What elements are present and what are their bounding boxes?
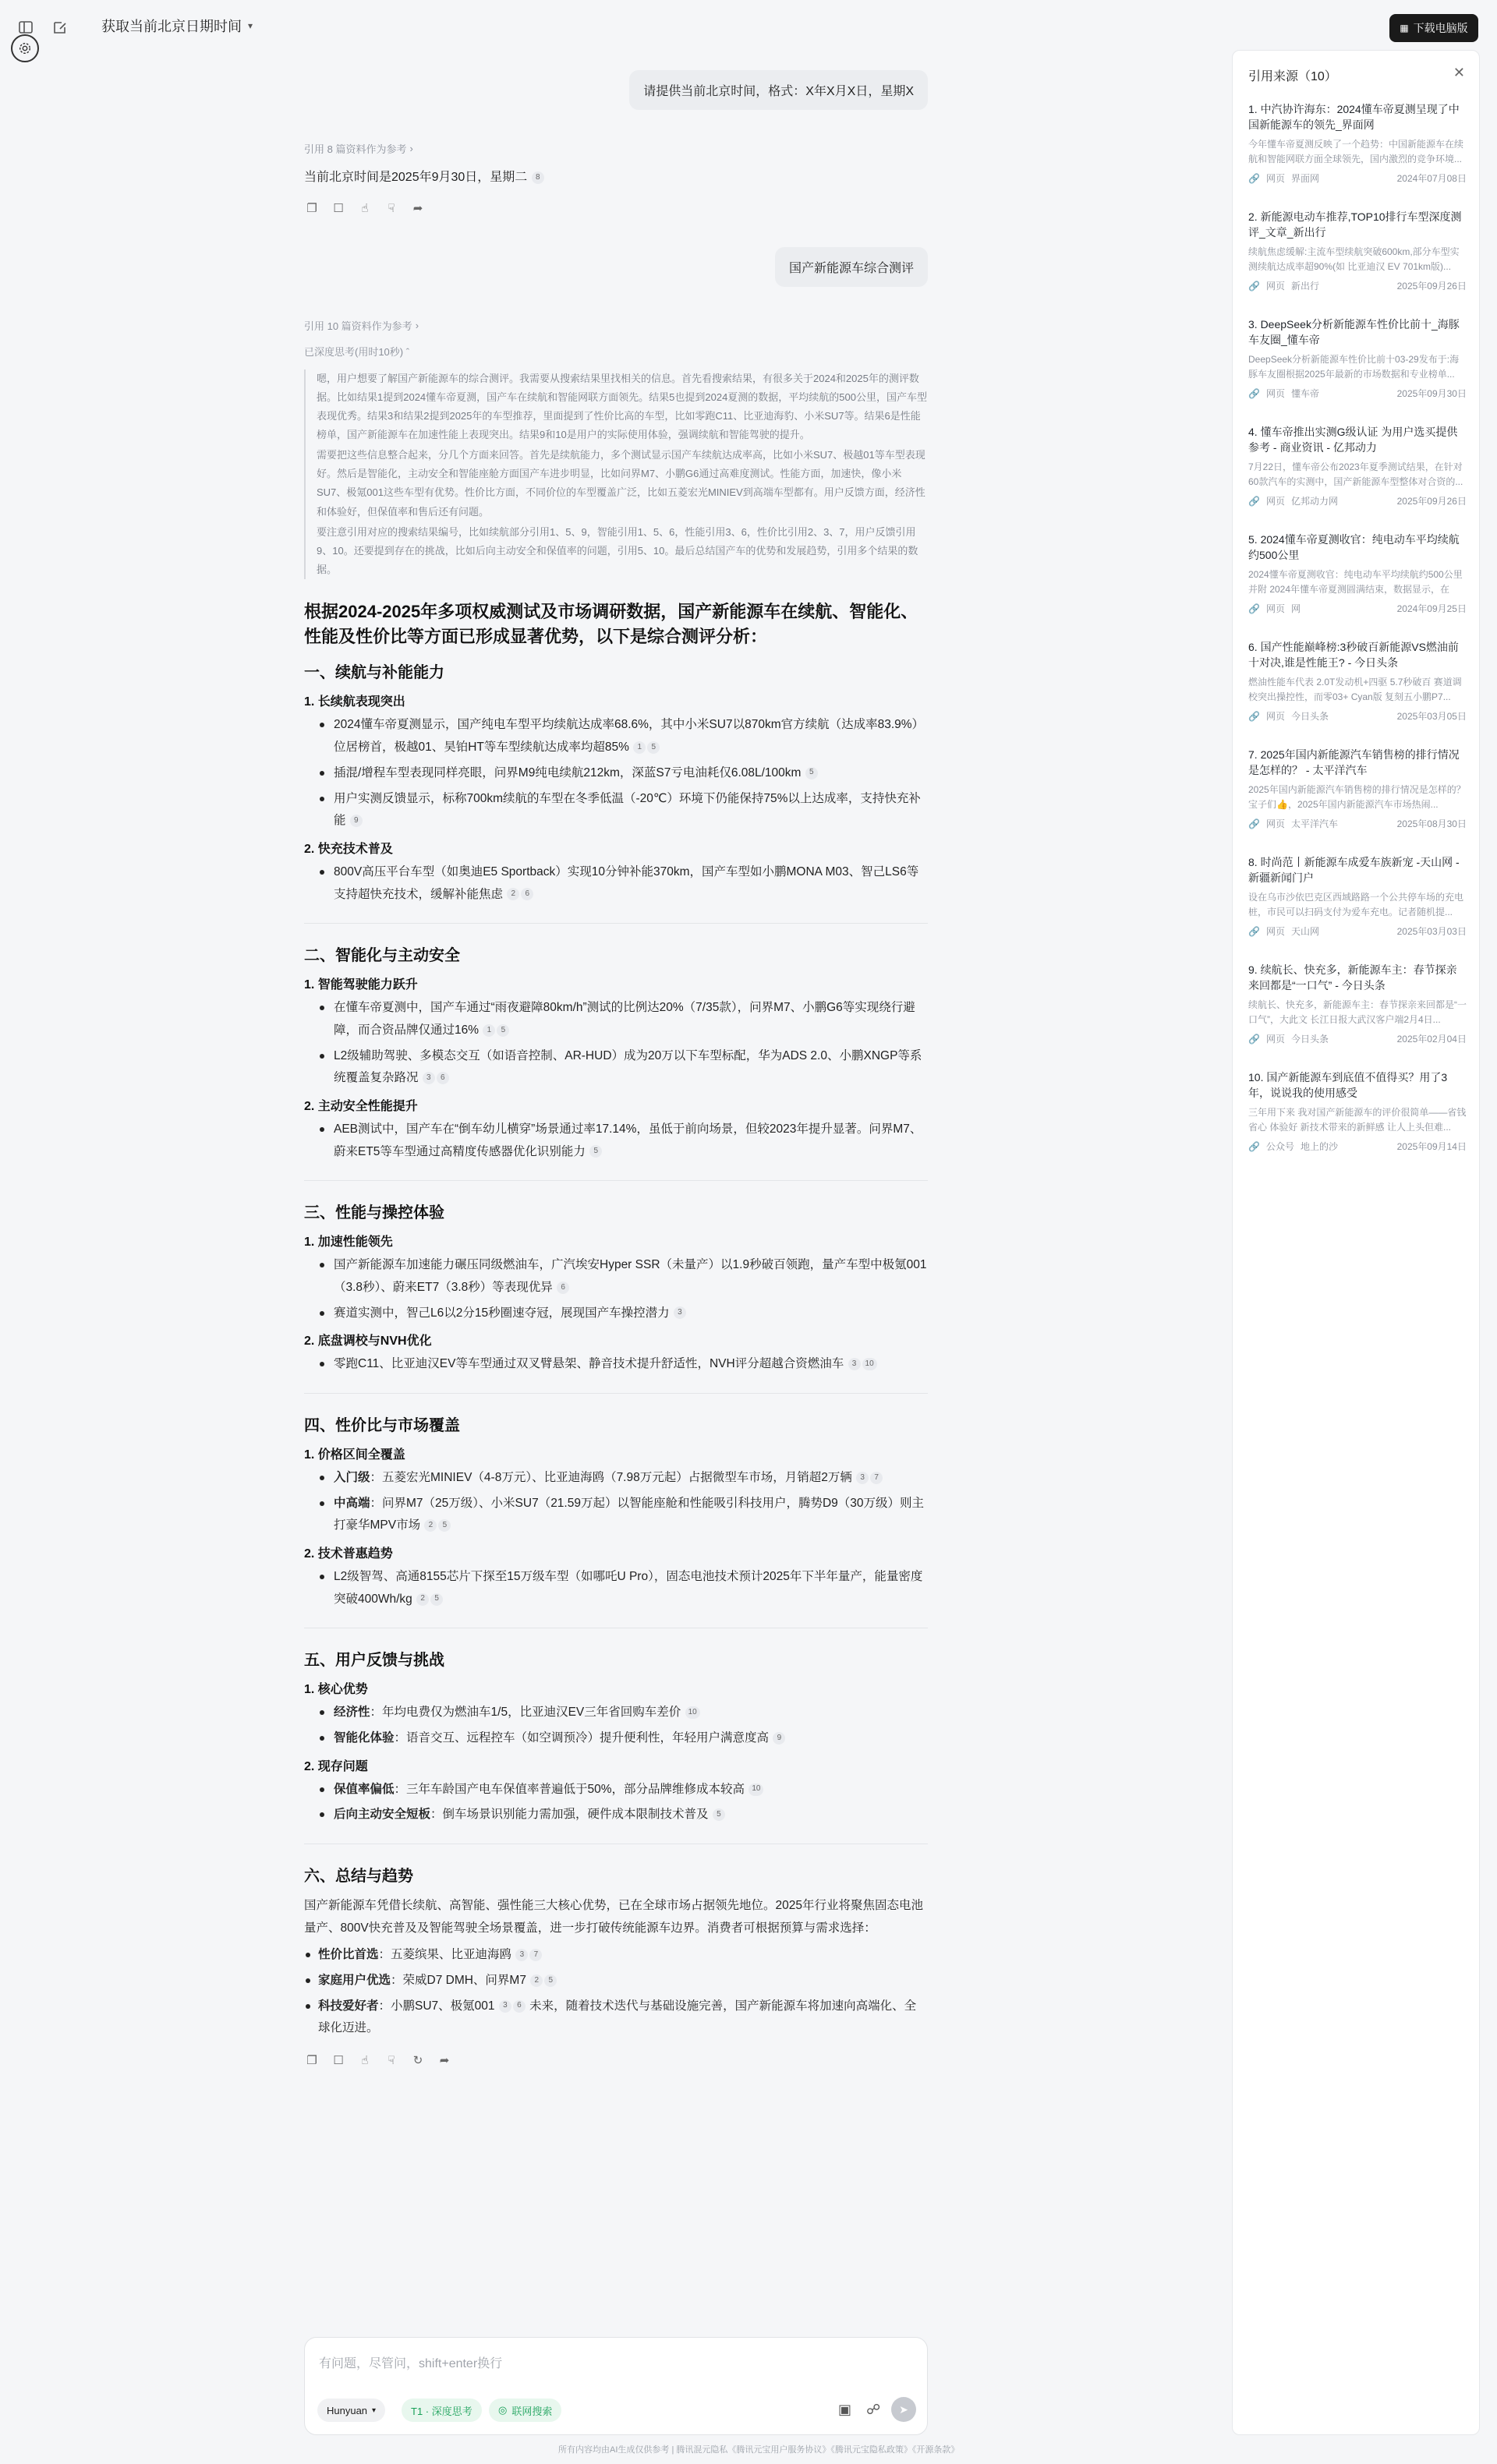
source-item[interactable] [1248,210,1467,292]
list-item [304,1467,928,1490]
citation-badge[interactable]: 6 [521,888,533,900]
list-item [304,788,928,833]
list-item-key: 经济性 [334,1706,370,1720]
download-desktop-label: 下载电脑版 [1413,22,1468,34]
source-snippet: 7月22日，懂车帝公布2023年夏季测试结果，在针对60款汽车的实测中，国产新能源车型整体对合资的... [1248,461,1463,487]
list-item [304,1254,928,1299]
list-item [304,1353,928,1376]
list-item-text: L2级智驾、高通8155芯片下探至15万级车型（如哪吒U Pro），固态电池技术预计2025年下半年量产，能量密度突破400Wh/kg [334,1569,923,1606]
user-message-row [304,70,928,110]
citation-badge[interactable]: 6 [557,1281,569,1294]
citation-badge[interactable]: 10 [685,1706,700,1719]
source-meta [1248,709,1467,723]
source-snippet: 设在乌市沙依巴克区西域路路一个公共停车场的充电桩，市民可以扫码支付为爱车充电。记者随机提... [1248,892,1464,917]
source-site: 今日头条 [1290,711,1329,723]
globe-icon: ◎ [498,2404,508,2416]
chevron-up-icon: ˆ [405,346,410,359]
source-site: 太平洋汽车 [1290,818,1338,830]
user-message-row [304,247,928,287]
list-item-text: ：小鹏SU7、极氪001 [378,1999,495,2013]
thumbs-down-icon[interactable]: ☟ [388,202,395,216]
bullet-list [304,861,928,906]
bullet-list [304,1702,928,1749]
source-type: 网页 [1265,926,1285,938]
source-date: 2024年07月08日 [1396,173,1467,185]
thumbs-up-icon[interactable]: ☝ [361,2053,369,2067]
thinking-process [304,369,928,579]
list-item [304,1779,928,1801]
source-item[interactable] [1248,640,1467,723]
bullet-list [304,714,928,832]
citation-badge[interactable]: 1 [633,741,646,754]
link-icon: 🔗 [1248,1033,1260,1045]
source-site: 界面网 [1290,173,1319,185]
citation-badge[interactable]: 8 [532,171,544,184]
citation-badge[interactable]: 5 [497,1024,509,1037]
list-item-text: 赛道实测中，智己L6以2分15秒圈速夺冠，展现国产车操控潜力 [334,1306,670,1320]
list-item [304,1119,928,1163]
share-icon[interactable]: ➦ [439,2053,450,2067]
list-item-text: 插混/增程车型表现同样亮眼，问界M9纯电续航212km，深蓝S7亏电油耗仅6.08L/100km [334,765,802,780]
new-chat-icon[interactable] [48,16,72,39]
source-meta [1248,924,1467,938]
list-item [304,1702,928,1724]
conversation-area [304,70,928,2099]
citation-badge[interactable]: 3 [848,1358,861,1370]
list-item-text: 2024懂车帝夏测显示，国产纯电车型平均续航达成率68.6%，其中小米SU7以870km官方续航（达成率83.9%）位居榜首，极越01、昊铂HT等车型续航达成率均超85% [334,718,925,755]
list-item-text: 在懂车帝夏测中，国产车通过“雨夜避障80km/h”测试的比例达20%（7/35款），问界M7、小鹏G6等实现绕行避障，而合资品牌仅通过16% [334,1001,915,1037]
list-item-key: 保值率偏低 [334,1782,395,1796]
conversation-title-text: 获取当前北京日期时间 [101,19,242,34]
source-item[interactable] [1248,855,1467,938]
chevron-down-icon: ▾ [372,2406,377,2415]
citation-badge[interactable]: 3 [423,1072,435,1084]
section-heading: 五、用户反馈与挑战 [304,1652,444,1670]
source-date: 2025年09月26日 [1396,496,1467,507]
source-title[interactable]: 4. 懂车帝推出实测G级认证 为用户选买提供参考 - 商业资讯 - 亿邦动力 [1248,426,1458,454]
list-item [304,1493,928,1537]
source-type: 网页 [1265,281,1285,292]
source-meta [1248,387,1467,400]
citation-badge[interactable]: 9 [773,1732,785,1745]
list-item [304,1303,928,1325]
subsection-heading: 1. 核心优势 [304,1683,368,1697]
conversation-title[interactable] [101,16,253,36]
source-meta [1248,1140,1467,1153]
model-selector[interactable] [317,2399,385,2422]
bullet-list [304,1944,928,2040]
source-date: 2024年09月25日 [1396,603,1467,615]
source-snippet: DeepSeek分析新能源车性价比前十03-29发布于:海豚车友圈根据2025年最新的市场数据和专业榜单... [1248,354,1460,380]
citation-badge[interactable]: 5 [589,1145,602,1158]
thinking-paragraph: 嗯，用户想要了解国产新能源车的综合测评。我需要从搜索结果里找相关的信息。首先看搜索结果，有很多关于2024和2025年的测评数据。比如结果1提到2024懂车帝夏测，国产车在续航和智能网联方面领先。结果5也提到2024夏测的数据，平均续航的500公里，国产车型表现优秀。结果3和结果2提到2025年的车型推荐，里面提到了性价比高的车型，比如零跑C11、比亚迪海豹、小米SU7等。结果6是性能榜单，国产新能源车在加速性能上表现突出。结果9和10是用户的实际使用体验，强调续航和智能驾驶的提升。 [317,373,927,441]
close-icon[interactable]: ✕ [1453,65,1465,80]
sources-heading: 引用来源（10） [1248,70,1337,83]
source-type: 网页 [1265,173,1285,185]
section-heading: 三、性能与操控体验 [304,1204,444,1222]
list-item-text: ：三年车龄国产电车保值率普遍低于50%，部分品牌维修成本较高 [394,1782,745,1796]
list-item-text: ：五菱缤果、比亚迪海鸥 [378,1948,512,1962]
list-item-text: 800V高压平台车型（如奥迪E5 Sportback）实现10分钟补能370km，国产车型如小鹏MONA M03、智己LS6等支持超快充技术，缓解补能焦虑 [334,864,919,901]
section-heading: 六、总结与趋势 [304,1867,413,1885]
file-upload-icon[interactable]: ☍ [866,2402,881,2417]
copy-icon[interactable]: ❐ [306,2053,317,2067]
answer-actions [304,200,928,216]
download-desktop-button[interactable] [1389,14,1478,42]
source-site: 新出行 [1290,281,1319,292]
subsection-heading: 1. 长续航表现突出 [304,695,405,709]
list-item-key: 智能化体验 [334,1730,395,1745]
section-heading: 一、续航与补能能力 [304,664,444,682]
list-item [304,1727,928,1750]
source-snippet: 续航长、快充多，新能源车主：春节探亲来回都是“一口气”，大此文 长江日报大武汉客户端2月4日... [1248,999,1467,1025]
citation-badge[interactable]: 5 [544,1974,557,1987]
source-title[interactable]: 8. 时尚范丨新能源车成爱车族新宠 -天山网 - 新疆新闻门户 [1248,856,1460,884]
list-item [304,762,928,785]
thumbs-down-icon[interactable]: ☟ [388,2053,395,2067]
link-icon: 🔗 [1248,1140,1260,1152]
thinking-paragraph: 需要把这些信息整合起来，分几个方面来回答。首先是续航能力，多个测试显示国产车续航达成率高，比如小米SU7、极越01等车型表现好。然后是智能化，主动安全和智能座舱方面国产车进步明显，比如问界M7、小鹏G6通过高难度测试。性能方面，加速快，像小米SU7、极氪001这些车型有优势。性价比方面，不同价位的车型覆盖广泛，比如五菱宏光MINIEV到高端车型都有。用户反馈方面，经济性和体验好，但保值率和售后还有问题。 [317,449,925,518]
source-date: 2025年03月03日 [1396,926,1467,938]
list-item [304,1045,928,1090]
source-site: 今日头条 [1290,1034,1329,1045]
chat-input-box[interactable] [304,2337,928,2435]
chat-input-placeholder[interactable]: 有问题，尽管问，shift+enter换行 [319,2357,503,2370]
citation-badge[interactable]: 5 [430,1593,443,1606]
source-date: 2025年03月05日 [1396,711,1467,723]
source-item[interactable] [1248,748,1467,830]
chevron-right-icon: › [415,320,419,332]
image-upload-icon[interactable]: ▣ [838,2402,852,2417]
list-item-text: 国产新能源车加速能力碾压同级燃油车，广汽埃安Hyper SSR（未量产）以1.9秒破百领跑，量产车型中极氪001（3.8秒）、蔚来ET7（3.8秒）等表现优异 [334,1258,927,1294]
citation-badge[interactable]: 7 [870,1472,883,1484]
list-item [304,1996,928,2040]
link-icon: 🔗 [1248,172,1260,184]
source-snippet: 续航焦虑缓解:主流车型续航突破600km,部分车型实测续航达成率超90%(如 比亚迪汉 EV 701km版)... [1248,246,1460,272]
share-icon[interactable]: ➦ [412,202,423,216]
section-divider [304,923,928,924]
link-icon: 🔗 [1248,280,1260,292]
answer-text: 当前北京时间是2025年9月30日，星期二 [304,171,528,184]
bullet-list [304,1566,928,1610]
citation-badge[interactable]: 5 [713,1808,725,1821]
citation-link-text: 引用 10 篇资料作为参考 [304,320,412,333]
thumbs-up-icon[interactable]: ☝ [361,202,369,216]
list-item-text: ：倒车场景识别能力需加强，硬件成本限制技术普及 [430,1808,709,1822]
send-button[interactable]: ➤ [891,2397,916,2422]
source-site: 天山网 [1290,926,1319,938]
list-item-text: L2级辅助驾驶、多模态交互（如语音控制、AR-HUD）成为20万以下车型标配，华为ADS 2.0、小鹏XNGP等系统覆盖复杂路况 [334,1048,922,1085]
list-item-key: 后向主动安全短板 [334,1808,431,1822]
list-item [304,714,928,758]
deep-thinking-toggle[interactable] [304,344,928,359]
source-snippet: 三年用下来 我对国产新能源车的评价很简单——省钱省心 体验好 新技术带来的新鲜感 让人上头但难... [1248,1107,1467,1133]
bullet-list [304,1467,928,1537]
source-title[interactable]: 3. DeepSeek分析新能源车性价比前十_海豚车友圈_懂车帝 [1248,318,1460,346]
subsection-heading: 1. 智能驾驶能力跃升 [304,978,418,992]
citation-badge[interactable]: 5 [438,1519,451,1532]
citation-badge[interactable]: 3 [856,1472,869,1484]
list-item-text: ：语音交互、远程控车（如空调预冷）提升便利性，年轻用户满意度高 [394,1730,770,1745]
bookmark-icon[interactable]: ☐ [333,2053,344,2067]
answer-actions [304,2052,928,2068]
chevron-right-icon: › [409,143,413,154]
citation-badge[interactable]: 6 [513,2000,526,2013]
bullet-list [304,1254,928,1324]
source-site: 懂车帝 [1290,388,1319,400]
web-search-label: 联网搜索 [511,2405,553,2417]
list-item-text: 用户实测反馈显示，标称700km续航的车型在冬季低温（-20℃）环境下仍能保持75%以上达成率，支持快充补能 [334,791,921,828]
list-item-text: ：年均电费仅为燃油车1/5，比亚迪汉EV三年省回购车差价 [370,1706,681,1720]
citation-badge[interactable]: 5 [647,741,660,754]
citation-badge[interactable]: 1 [483,1024,495,1037]
source-item[interactable] [1248,1070,1467,1153]
source-title[interactable]: 1. 中汽协许海东：2024懂车帝夏测呈现了中国新能源车的领先_界面网 [1248,103,1460,131]
section-divider [304,1393,928,1394]
model-selector-label: Hunyuan [327,2404,368,2416]
link-icon: 🔗 [1248,710,1260,722]
assistant-answer [304,167,928,188]
list-item-key: 中高端 [334,1496,370,1510]
source-type: 网页 [1265,818,1285,830]
deep-think-toggle[interactable]: T1 · 深度思考 [402,2399,482,2422]
source-meta [1248,279,1467,292]
link-icon: 🔗 [1248,818,1260,829]
list-item-key: 家庭用户优选 [318,1973,391,1987]
link-icon: 🔗 [1248,495,1260,507]
subsection-heading: 1. 加速性能领先 [304,1236,393,1250]
chevron-down-icon: ▾ [248,20,253,31]
user-message: 国产新能源车综合测评 [775,247,928,287]
subsection-heading: 2. 技术普惠趋势 [304,1547,393,1561]
section-heading: 二、智能化与主动安全 [304,947,460,965]
windows-icon: ▦ [1400,23,1409,34]
sources-panel [1232,50,1480,2435]
citation-badge[interactable]: 6 [437,1072,449,1084]
source-type: 网页 [1265,496,1285,507]
bullet-list [304,1779,928,1826]
source-meta [1248,171,1467,185]
source-date: 2025年02月04日 [1396,1034,1467,1045]
list-item [304,1804,928,1826]
top-bar [0,0,1497,55]
bullet-list [304,1353,928,1376]
source-snippet: 燃油性能车代表 2.0T发动机+四驱 5.7秒破百 赛道调校突出操控性，而零03+ Cyan版 复刻五小鹏P7... [1248,677,1462,702]
deep-thinking-label: 已深度思考(用时10秒) [304,346,404,359]
source-date: 2025年09月14日 [1396,1141,1467,1153]
source-site: 地上的沙 [1300,1141,1338,1153]
citation-badge[interactable]: 2 [416,1593,429,1606]
list-item [304,1970,928,1992]
citation-badge[interactable]: 3 [674,1306,686,1319]
subsection-heading: 1. 价格区间全覆盖 [304,1448,405,1462]
list-item-text: ：问界M7（25万级）、小米SU7（21.59万起）以智能座舱和性能吸引科技用户，腾势D9（30万级）则主打豪华MPV市场 [334,1496,925,1532]
bookmark-icon[interactable]: ☐ [333,202,344,216]
citation-link[interactable] [304,318,928,333]
link-icon: 🔗 [1248,603,1260,614]
source-snippet: 今年懂车帝夏测反映了一个趋势：中国新能源车在续航和智能网联方面全球领先，国内激烈的竞争环境... [1248,139,1464,164]
citation-link-text: 引用 8 篇资料作为参考 [304,143,407,155]
subsection-heading: 2. 现存问题 [304,1759,368,1773]
source-title[interactable]: 7. 2025年国内新能源汽车销售榜的排行情况是怎样的？ - 太平洋汽车 [1248,748,1460,776]
summary-paragraph: 国产新能源车凭借长续航、高智能、强性能三大核心优势，已在全球市场占据领先地位。2025年行业将聚焦固态电池量产、800V快充普及及智能驾驶全场景覆盖，进一步打破传统能源车边界。消费者可根据预算与需求选择： [304,1898,923,1935]
source-type: 公众号 [1265,1141,1294,1153]
subsection-heading: 2. 主动安全性能提升 [304,1099,418,1113]
source-date: 2025年09月26日 [1396,281,1467,292]
list-item [304,997,928,1041]
subsection-heading: 2. 底盘调校与NVH优化 [304,1335,432,1349]
user-message: 请提供当前北京时间，格式：X年X月X日，星期X [629,70,928,110]
source-snippet: 2024懂车帝夏测收官：纯电动车平均续航约500公里并附 2024年懂车帝夏测圆满结束，数据显示，在 [1248,569,1463,595]
source-meta [1248,1032,1467,1045]
source-type: 网页 [1265,711,1285,723]
citation-badge[interactable]: 9 [350,815,363,827]
source-type: 网页 [1265,1034,1285,1045]
list-item-key: 科技爱好者 [318,1999,379,2013]
source-date: 2025年08月30日 [1396,818,1467,830]
subsection-heading: 2. 快充技术普及 [304,842,393,856]
source-title[interactable]: 2. 新能源电动车推荐,TOP10排行车型深度测评_文章_新出行 [1248,210,1462,239]
source-type: 网页 [1265,603,1285,615]
citation-link[interactable] [304,141,928,156]
source-item[interactable] [1248,963,1467,1045]
copy-icon[interactable]: ❐ [306,202,317,216]
bullet-list [304,1119,928,1163]
source-item[interactable] [1248,425,1467,507]
source-item[interactable] [1248,317,1467,400]
link-icon: 🔗 [1248,925,1260,937]
source-date: 2025年09月30日 [1396,388,1467,400]
citation-badge[interactable]: 3 [515,1949,528,1961]
source-item[interactable] [1248,102,1467,185]
citation-badge[interactable]: 2 [507,888,519,900]
source-item[interactable] [1248,532,1467,615]
list-item-text: 零跑C11、比亚迪汉EV等车型通过双叉臂悬架、静音技术提升舒适性，NVH评分超越合资燃油车 [334,1357,844,1371]
report-title: 根据2024-2025年多项权威测试及市场调研数据，国产新能源车在续航、智能化、性能及性价比等方面已形成显著优势，以下是综合测评分析： [304,601,918,646]
citation-badge[interactable]: 5 [805,767,818,780]
source-title[interactable]: 9. 续航长、快充多，新能源车主：春节探亲来回都是“一口气” - 今日头条 [1248,963,1457,992]
list-item [304,1944,928,1967]
list-item-text: 未来，随着技术迭代与基础设施完善，国产新能源车将加速向高端化、全球化迈进。 [318,1999,917,2035]
footer-disclaimer: 所有内容均由AI生成仅供参考 | 腾讯混元隐私《腾讯元宝用户服务协议》《腾讯元宝隐私政策》《开源条款》 [558,2445,960,2455]
list-item-key: 性价比首选 [318,1948,379,1962]
source-meta [1248,602,1467,615]
citation-badge[interactable]: 2 [530,1974,543,1987]
citation-badge[interactable]: 2 [424,1519,437,1532]
web-search-toggle[interactable] [489,2399,561,2422]
list-item-text: AEB测试中，国产车在“倒车幼儿横穿”场景通过率17.14%，虽低于前向场景，但较2023年提升显著。问界M7、蔚来ET5等车型通过高精度传感器优化识别能力 [334,1122,922,1158]
section-heading: 四、性价比与市场覆盖 [304,1416,460,1434]
source-meta [1248,494,1467,507]
list-item-text: ：荣威D7 DMH、问界M7 [391,1973,526,1987]
source-site: 亿邦动力网 [1290,496,1338,507]
source-snippet: 2025年国内新能源汽车销售榜的排行情况是怎样的？ 宝子们👍，2025年国内新能源汽车市场热闹... [1248,784,1466,810]
source-title[interactable]: 6. 国产性能巅峰榜:3秒破百新能源VS燃油前十对决,谁是性能王? - 今日头条 [1248,641,1459,669]
section-divider [304,1180,928,1181]
source-meta [1248,817,1467,830]
link-icon: 🔗 [1248,387,1260,399]
citation-badge[interactable]: 10 [862,1358,877,1370]
source-title[interactable]: 5. 2024懂车帝夏测收官：纯电动车平均续航约500公里 [1248,533,1460,561]
settings-gear-icon[interactable] [11,34,39,62]
source-title[interactable]: 10. 国产新能源车到底值不值得买？用了3年，说说我的使用感受 [1248,1071,1448,1099]
bullet-list [304,997,928,1090]
list-item-key: 入门级 [334,1470,370,1484]
citation-badge[interactable]: 7 [529,1949,542,1961]
citation-badge[interactable]: 3 [499,2000,511,2013]
citation-badge[interactable]: 10 [748,1783,763,1796]
source-type: 网页 [1265,388,1285,400]
list-item [304,1566,928,1610]
source-site: 网 [1290,603,1301,615]
list-item [304,861,928,906]
regenerate-icon[interactable]: ↻ [412,2053,423,2067]
thinking-paragraph: 要注意引用对应的搜索结果编号，比如续航部分引用1、5、9，智能引用1、5、6，性能引用3、6，性价比引用2、3、7，用户反馈引用9、10。还要提到存在的挑战，比如后向主动安全和保值率的问题，引用5、10。最后总结国产车的优势和发展趋势，引用多个结果的数据。 [317,525,918,575]
list-item-text: ：五菱宏光MINIEV（4-8万元）、比亚迪海鸥（7.98万元起）占据微型车市场，月销超2万辆 [370,1470,852,1484]
